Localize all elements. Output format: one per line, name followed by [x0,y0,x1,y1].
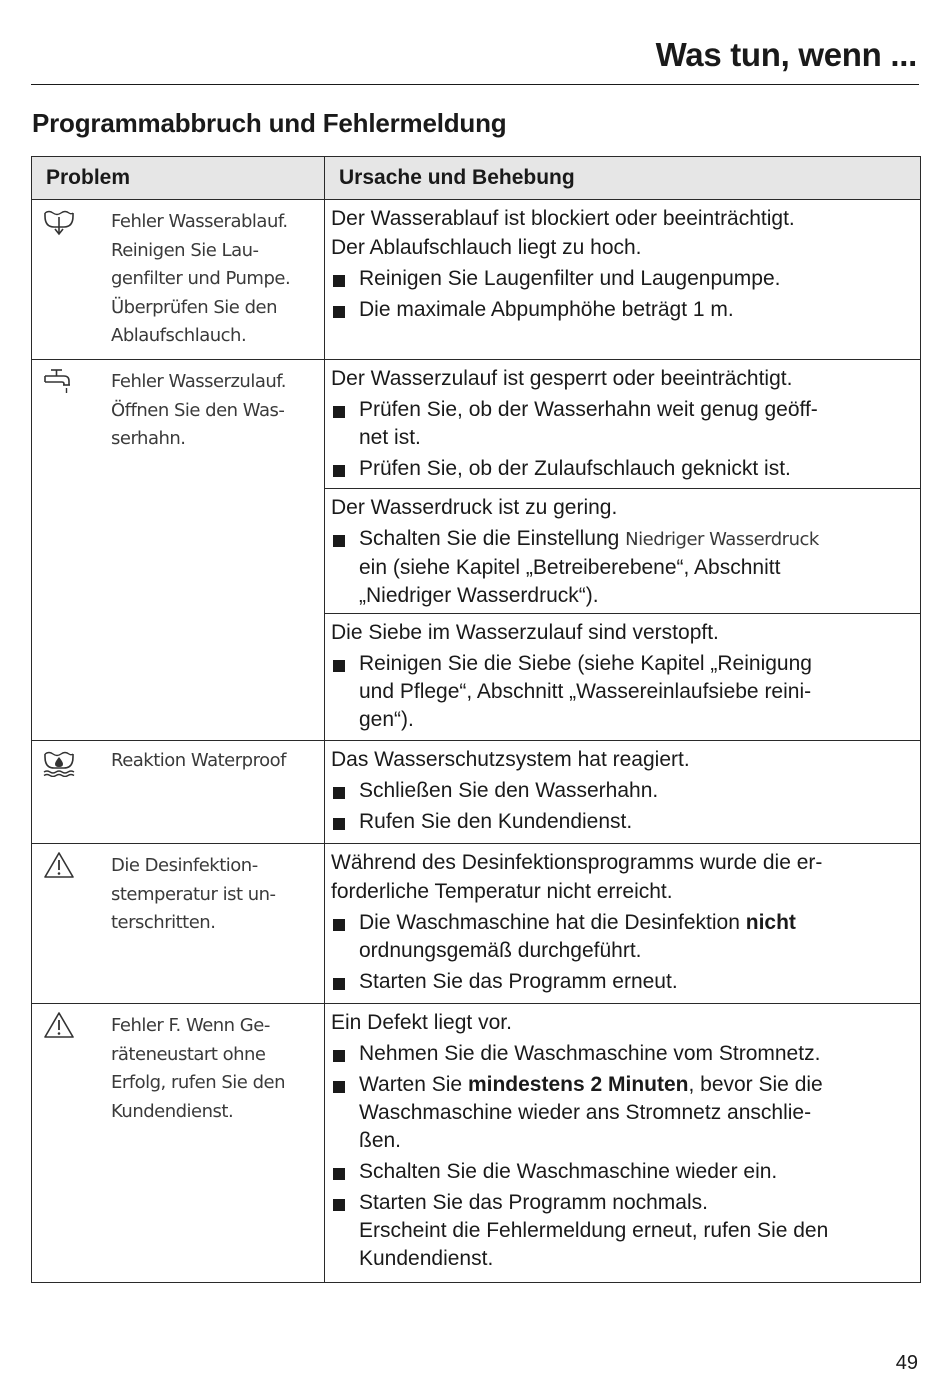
cause-cell [325,360,920,740]
bullet-square-icon [333,275,345,287]
remedy-item: Reinigen Sie die Siebe (siehe Kapitel „Reinigung und Pflege“, Abschnitt „Wassereinlaufsiebe reini- gen“). [331,650,910,734]
remedy-item: Prüfen Sie, ob der Zulaufschlauch geknickt ist. [331,455,910,483]
page-header-title: Was tun, wenn ... [655,36,917,73]
cause-block [325,741,920,844]
bullet-square-icon [333,978,345,990]
cause-lead: Die Siebe im Wasserzulauf sind verstopft. [331,621,719,644]
table-header [32,157,920,200]
remedy-item: Schließen Sie den Wasserhahn. [331,777,910,805]
column-header-cause: Ursache und Behebung [339,166,575,189]
bullet-square-icon [333,465,345,477]
header-divider [31,84,919,85]
cause-lead: Während des Desinfektionsprogramms wurde die er- forderliche Temperatur nicht erreicht. [331,851,823,903]
remedy-item: Nehmen Sie die Waschmaschine vom Stromnetz. [331,1040,910,1068]
problem-cell [32,741,325,843]
bullet-square-icon [333,1168,345,1180]
cause-block [325,613,920,742]
cause-lead: Der Wasserdruck ist zu gering. [331,496,618,519]
remedy-item: Prüfen Sie, ob der Wasserhahn weit genug geöff- net ist. [331,396,910,452]
cause-lead: Der Wasserzulauf ist gesperrt oder beeinträchtigt. [331,367,793,390]
bullet-square-icon [333,306,345,318]
cause-block [325,360,920,488]
problem-text: Fehler Wasserablauf. Reinigen Sie Lau- genfilter und Pumpe. Überprüfen Sie den Ablaufschlauch. [111,211,291,346]
setting-name: Niedriger Wasserdruck [625,529,819,550]
warning-triangle-icon [42,1010,76,1040]
water-tap-icon [42,366,76,396]
bullet-square-icon [333,1050,345,1062]
table-row [32,200,920,360]
problem-cell [32,1004,325,1282]
bullet-square-icon [333,406,345,418]
table-row [32,1004,920,1282]
table-row [32,741,920,844]
problem-text: Fehler F. Wenn Ge- räteneustart ohne Erfolg, rufen Sie den Kundendienst. [111,1015,285,1122]
remedy-item: Schalten Sie die Waschmaschine wieder ein. [331,1158,910,1186]
bullet-square-icon [333,660,345,672]
bullet-square-icon [333,1199,345,1211]
bullet-square-icon [333,787,345,799]
cause-cell [325,741,920,843]
bullet-square-icon [333,535,345,547]
problem-cell [32,360,325,740]
bullet-square-icon [333,818,345,830]
cause-lead: Ein Defekt liegt vor. [331,1011,512,1034]
section-title: Programmabbruch und Fehlermeldung [32,108,507,138]
cause-cell [325,844,920,1003]
problem-cell [32,200,325,359]
cause-block [325,844,920,1004]
problem-text: Fehler Wasserzulauf. Öffnen Sie den Was- serhahn. [111,371,287,449]
bullet-square-icon [333,1081,345,1093]
remedy-item: Die maximale Abpumphöhe beträgt 1 m. [331,296,910,324]
bullet-square-icon [333,919,345,931]
remedy-item: Starten Sie das Programm nochmals. Erscheint die Fehlermeldung erneut, rufen Sie den Kundendienst. [331,1189,910,1273]
table-row [32,844,920,1004]
cause-cell [325,1004,920,1282]
page-number: 49 [895,1352,918,1374]
warning-triangle-icon [42,850,76,880]
problem-text: Die Desinfektion- stemperatur ist un- terschritten. [111,855,276,933]
cause-lead: Das Wasserschutzsystem hat reagiert. [331,748,690,771]
problem-text: Reaktion Waterproof [111,750,286,771]
cause-block [325,1004,920,1281]
troubleshooting-table [31,156,921,1283]
table-row [32,360,920,741]
remedy-item: Reinigen Sie Laugenfilter und Laugenpumpe. [331,265,910,293]
cause-cell [325,200,920,359]
column-header-problem: Problem [32,157,325,199]
remedy-item: Schalten Sie die Einstellung Niedriger Wasserdruck ein (siehe Kapitel „Betreiberebene“, Abschnitt „Niedriger Wasserdruck“). [331,525,910,610]
cause-lead: Der Wasserablauf ist blockiert oder beeinträchtigt. Der Ablaufschlauch liegt zu hoch. [331,207,795,259]
cause-block [325,200,920,332]
waterproof-icon [42,747,76,777]
remedy-item: Rufen Sie den Kundendienst. [331,808,910,836]
remedy-item: Die Waschmaschine hat die Desinfektion nicht ordnungsgemäß durchgeführt. [331,909,910,965]
drain-error-icon [42,206,76,236]
cause-block [325,488,920,613]
remedy-item: Warten Sie mindestens 2 Minuten, bevor Sie die Waschmaschine wieder ans Stromnetz anschlie- ßen. [331,1071,910,1155]
remedy-item: Starten Sie das Programm erneut. [331,968,910,996]
problem-cell [32,844,325,1003]
